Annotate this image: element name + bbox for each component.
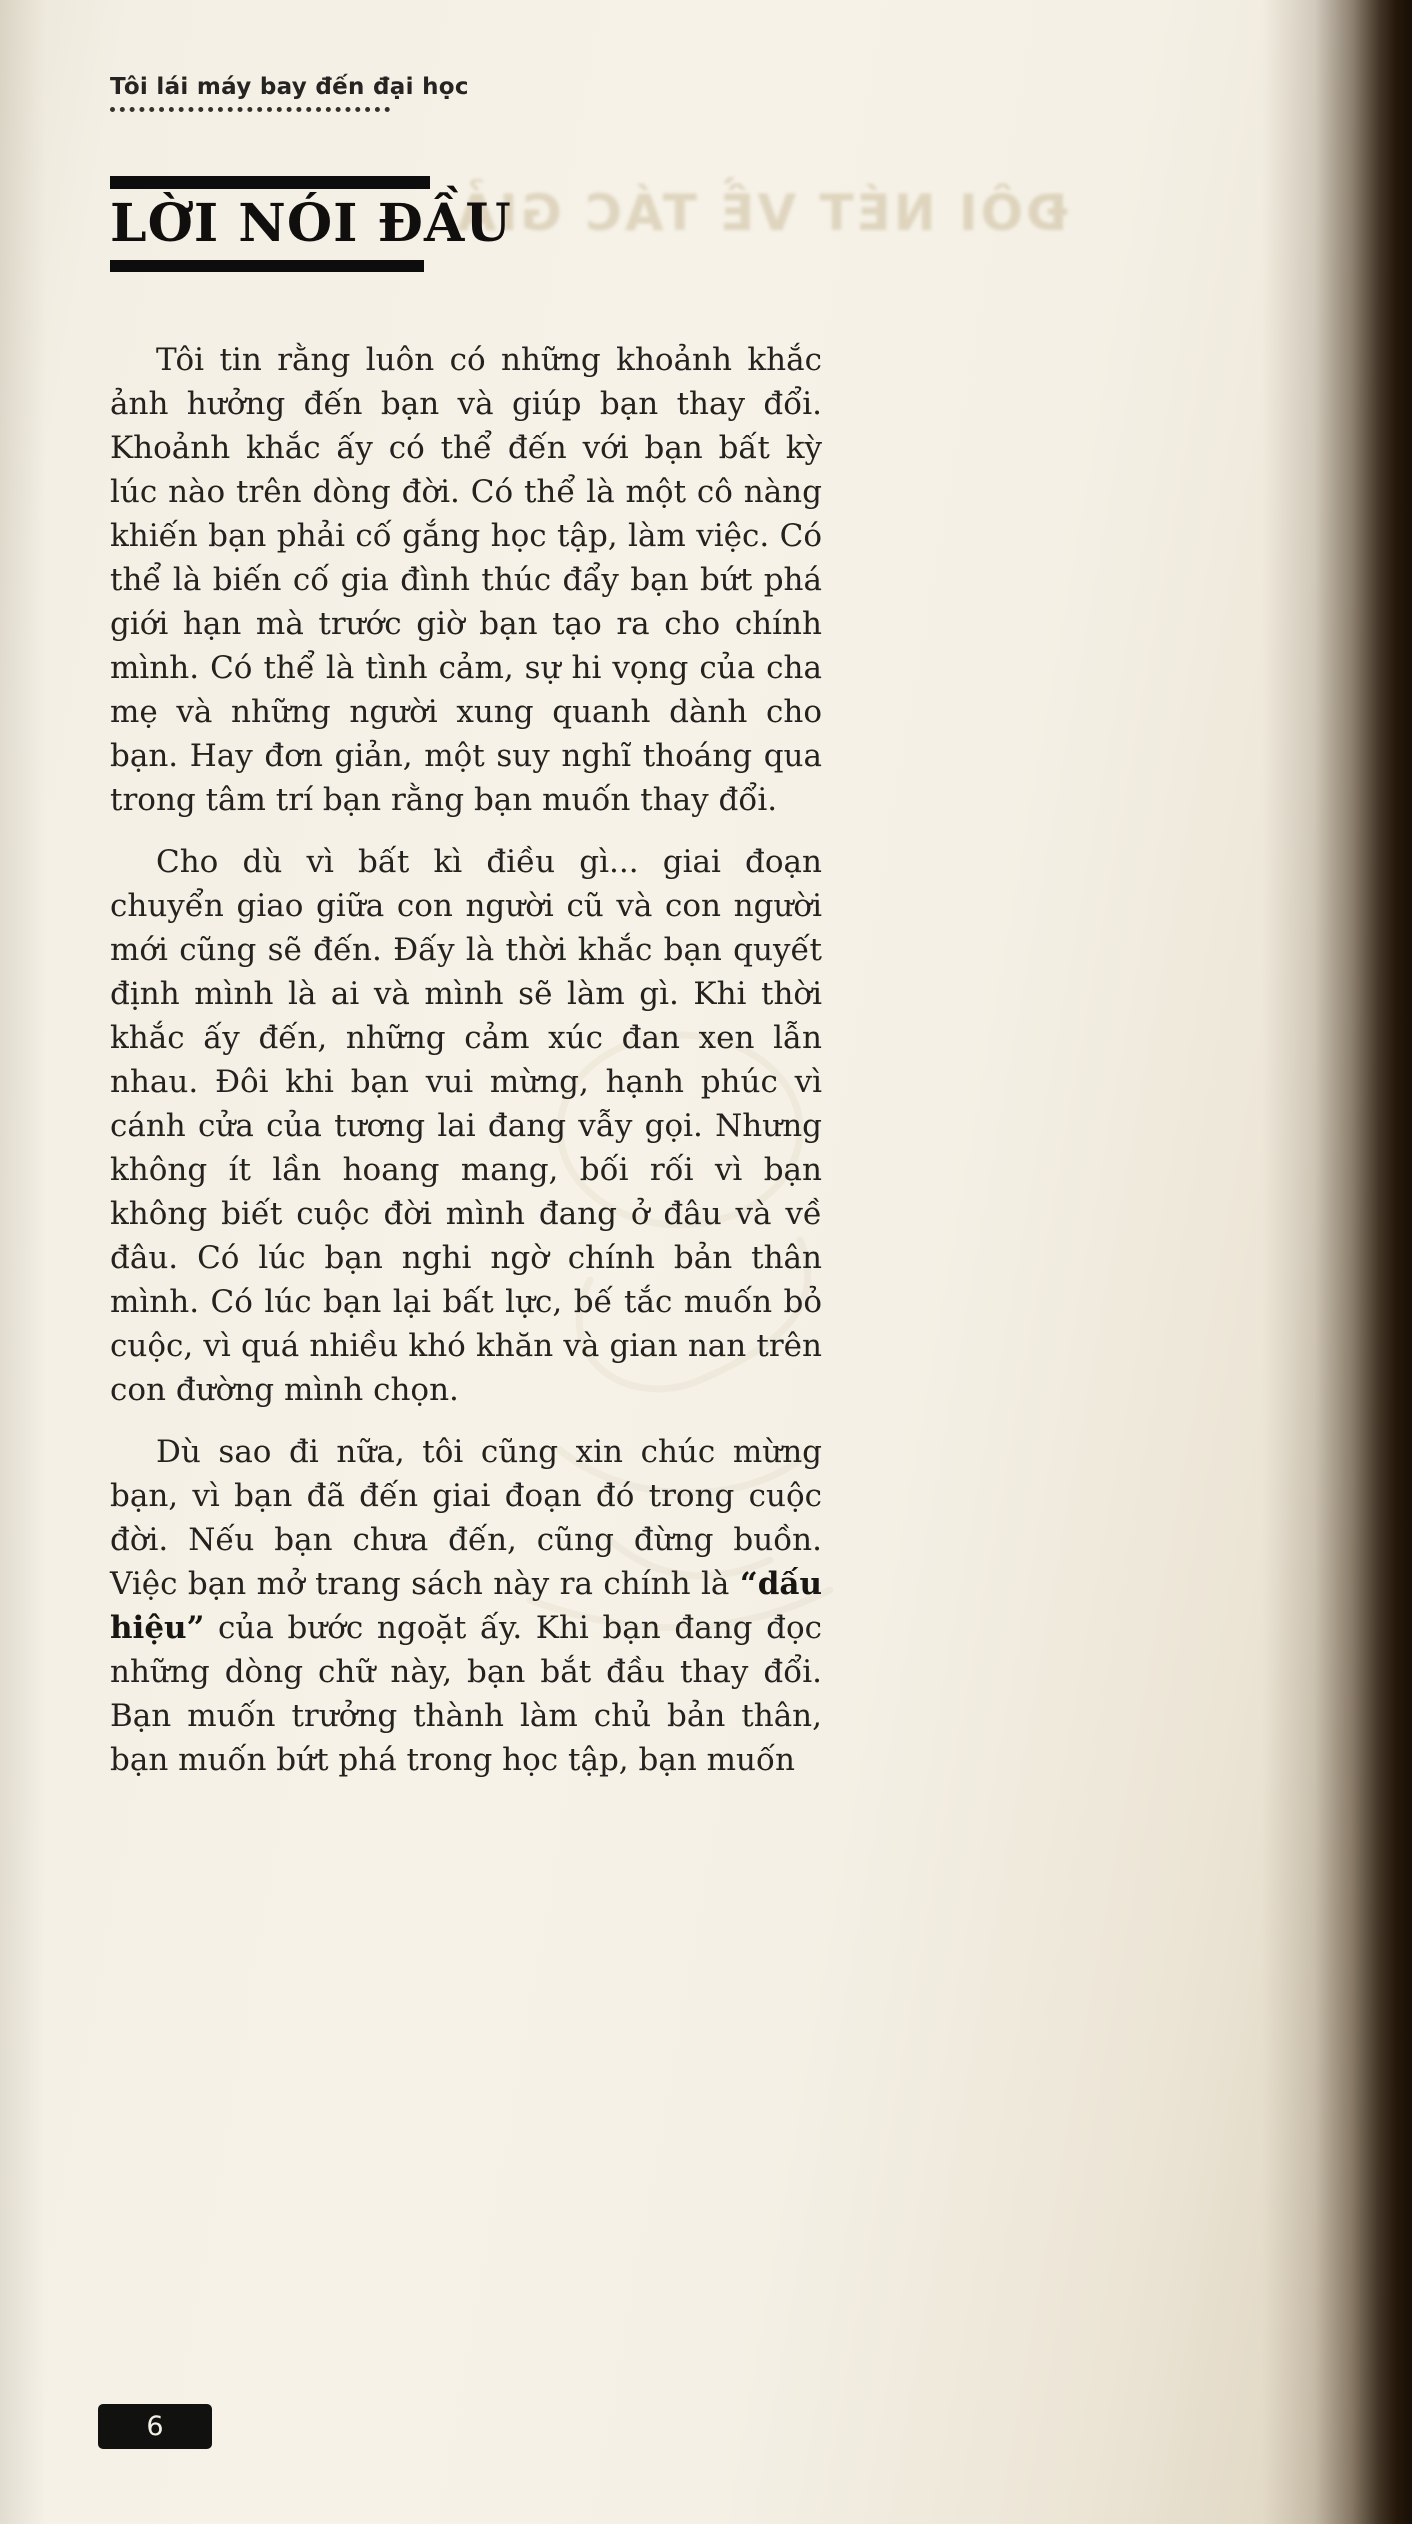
- dotted-rule: [110, 107, 390, 112]
- page-header: [110, 74, 822, 112]
- title-rule-top: [110, 176, 430, 189]
- chapter-title: LỜI NÓI ĐẦU: [110, 193, 512, 254]
- book-binding-shadow: [1262, 0, 1412, 2524]
- page-number: 6: [146, 2411, 164, 2442]
- paragraph-2: Cho dù vì bất kì điều gì... giai đoạn chuyển giao giữa con người cũ và con người mới cũng sẽ đến. Đấy là thời khắc bạn quyết định mình là ai và mình sẽ làm gì. Khi thời khắc ấy đến, những cảm xúc đan xen lẫn nhau. Đôi khi bạn vui mừng, hạnh phúc vì cánh cửa của tương lai đang vẫy gọi. Nhưng không ít lần hoang mang, bối rối vì bạn không biết cuộc đời mình đang ở đâu và về đâu. Có lúc bạn nghi ngờ chính bản thân mình. Có lúc bạn lại bất lực, bế tắc muốn bỏ cuộc, vì quá nhiều khó khăn và gian nan trên con đường mình chọn.: [110, 844, 822, 1409]
- body-text: [110, 338, 822, 1783]
- running-header: Tôi lái máy bay đến đại học: [110, 74, 469, 100]
- page-content: [0, 0, 822, 1783]
- paragraph-3: [110, 1430, 822, 1782]
- chapter-title-block: [110, 176, 822, 272]
- show-through-text: ĐÔI NÉT VỀ TÁC GIẢ: [454, 184, 1068, 242]
- paragraph-3-bold-phrase: “dấu hiệu”: [110, 1566, 822, 1647]
- paragraph-1: Tôi tin rằng luôn có những khoảnh khắc ảnh hưởng đến bạn và giúp bạn thay đổi. Khoảnh khắc ấy có thể đến với bạn bất kỳ lúc nào trên dòng đời. Có thể là một cô nàng khiến bạn phải cố gắng học tập, làm việc. Có thể là biến cố gia đình thúc đẩy bạn bứt phá giới hạn mà trước giờ bạn tạo ra cho chính mình. Có thể là tình cảm, sự hi vọng của cha mẹ và những người xung quanh dành cho bạn. Hay đơn giản, một suy nghĩ thoáng qua trong tâm trí bạn rằng bạn muốn thay đổi.: [110, 342, 822, 819]
- page-number-badge: [98, 2404, 212, 2449]
- paragraph-3-text-after: của bước ngoặt ấy. Khi bạn đang đọc những dòng chữ này, bạn bắt đầu thay đổi. Bạn muốn trưởng thành làm chủ bản thân, bạn muốn bứt phá trong học tập, bạn muốn: [110, 1610, 822, 1779]
- title-rule-bottom: [110, 260, 424, 272]
- paragraph-3-text-before: Dù sao đi nữa, tôi cũng xin chúc mừng bạn, vì bạn đã đến giai đoạn đó trong cuộc đời. Nếu bạn chưa đến, cũng đừng buồn. Việc bạn mở trang sách này ra chính là: [110, 1434, 822, 1603]
